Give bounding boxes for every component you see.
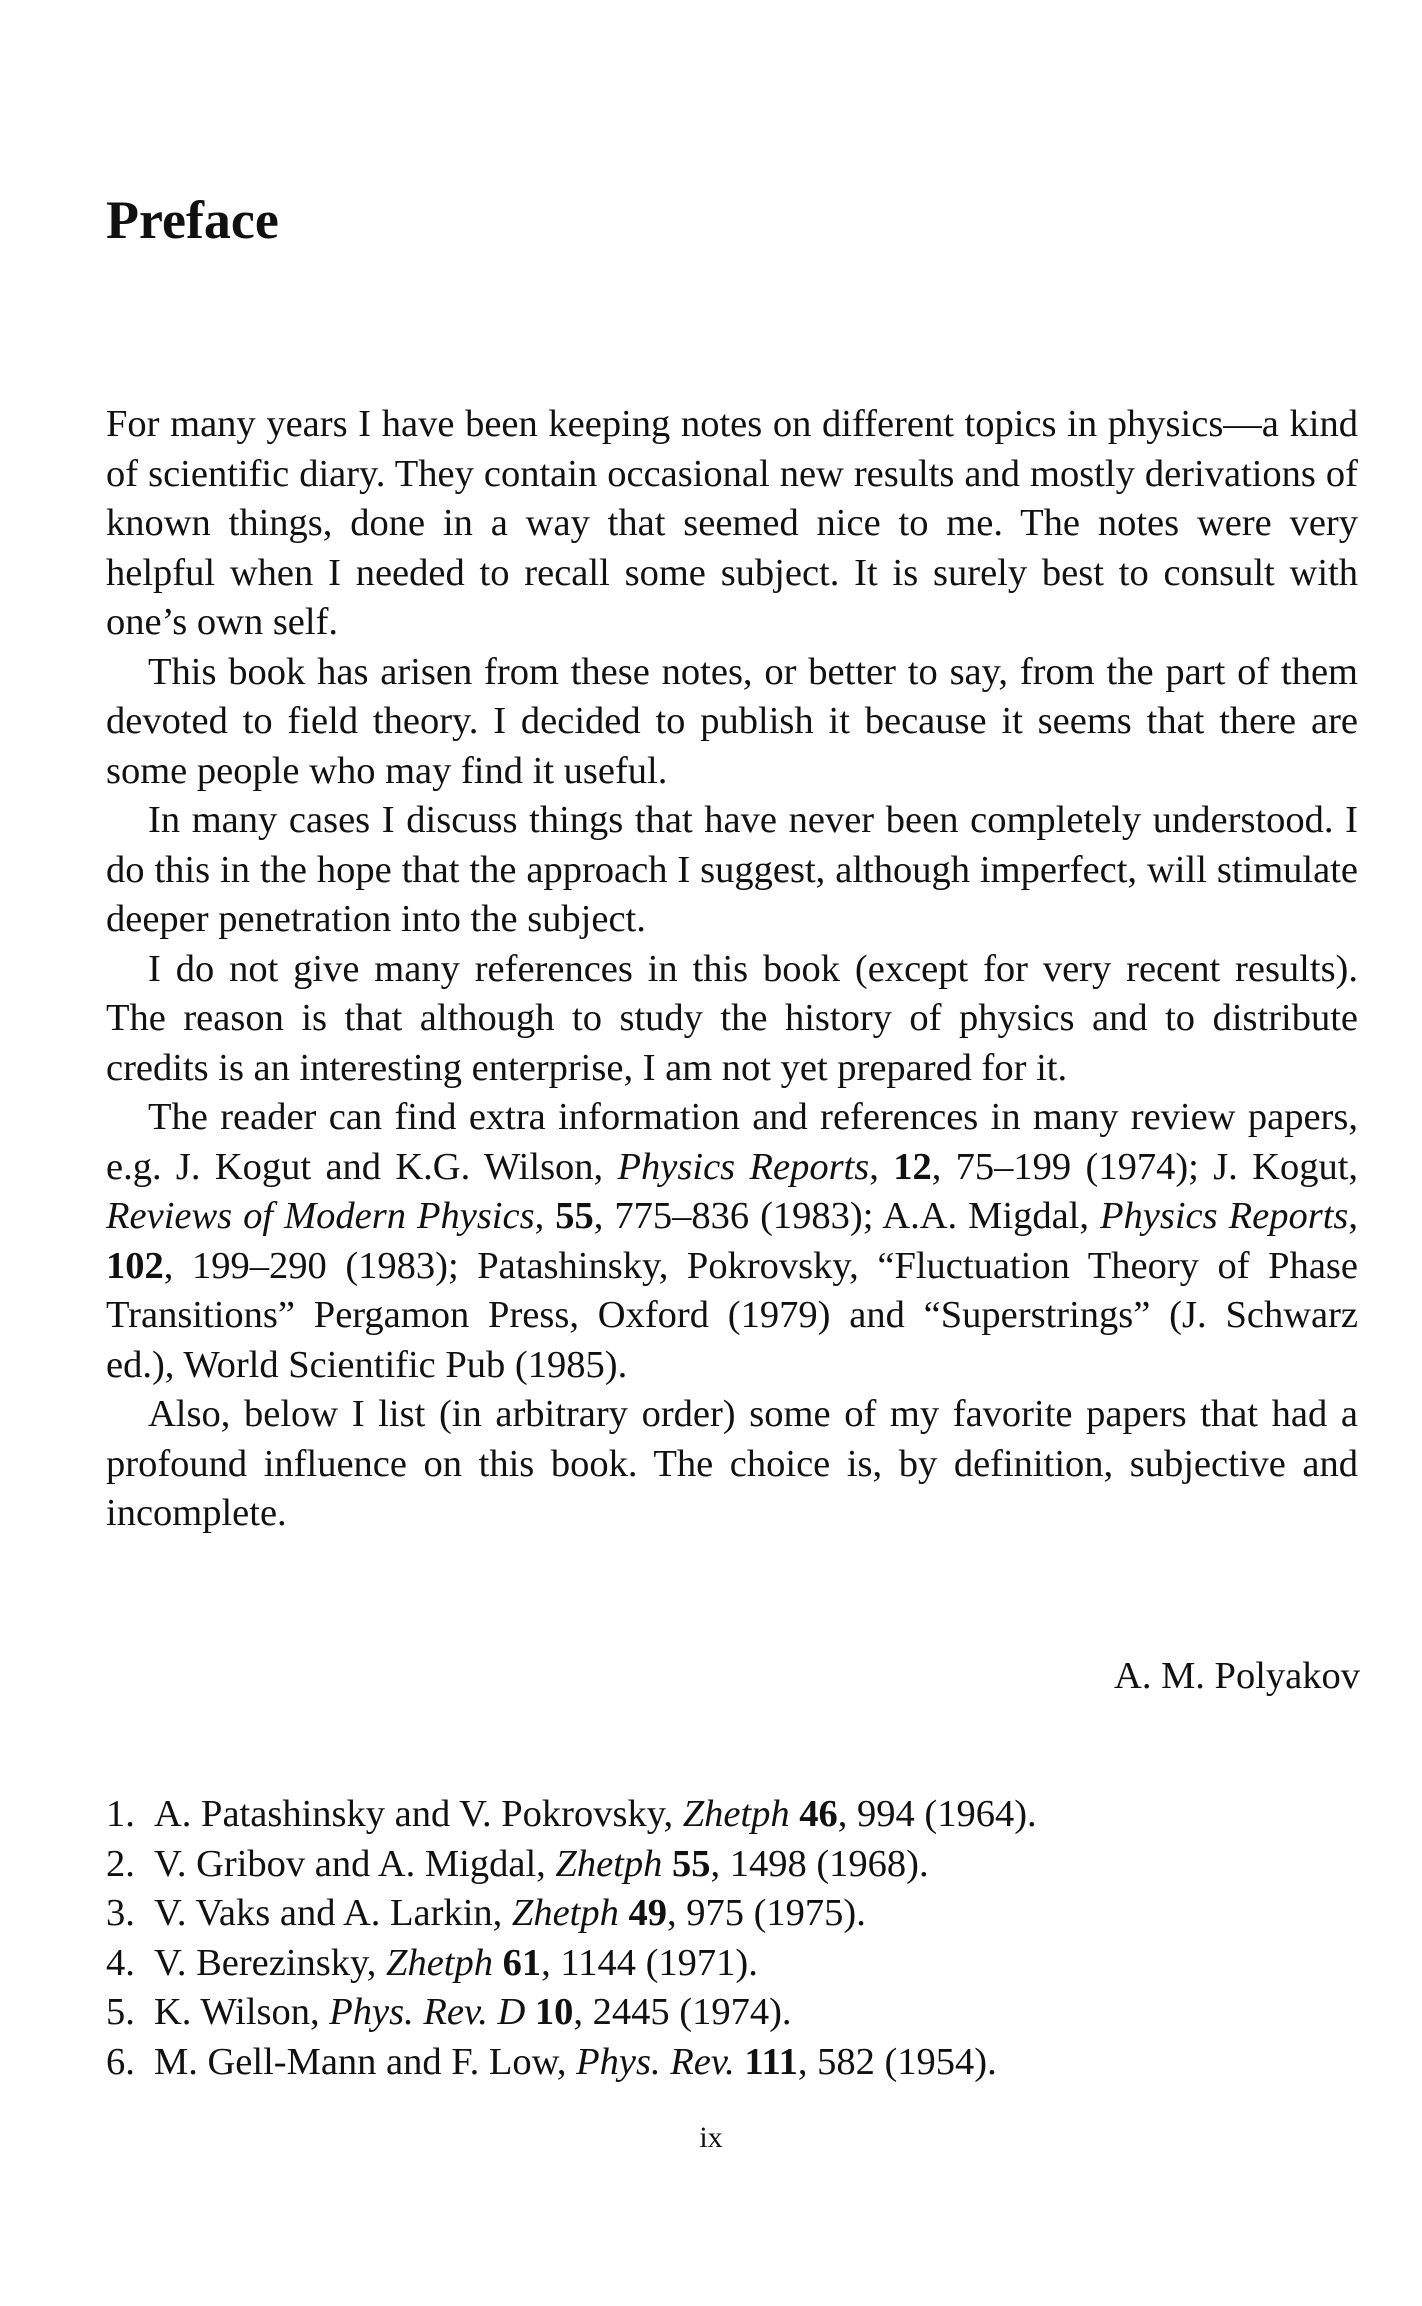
reference-item xyxy=(106,1840,1356,1890)
reference-details: , 994 (1964). xyxy=(837,1793,1037,1835)
review-intro: The reader can find extra information and references in many review papers, e.g. J. Kogut and K.G. Wilson, xyxy=(106,1096,1358,1188)
reference-authors: A. Patashinsky and V. Pokrovsky, xyxy=(154,1793,683,1835)
reference-volume: 46 xyxy=(799,1793,838,1835)
author-signature: A. M. Polyakov xyxy=(1114,1655,1360,1697)
reference-number: 3. xyxy=(106,1892,135,1934)
reference-journal: Zhetph xyxy=(511,1892,619,1934)
reference-details: , 2445 (1974). xyxy=(573,1991,792,2033)
review-text-2: , 775–836 (1983); A.A. Migdal, xyxy=(593,1195,1100,1237)
review-volume-3: 102 xyxy=(106,1244,164,1287)
reference-number: 2. xyxy=(106,1842,135,1885)
review-journal-3: Physics Reports xyxy=(1100,1195,1349,1237)
reference-number: 6. xyxy=(106,2040,135,2083)
reference-number: 1. xyxy=(106,1793,135,1835)
review-text-1: , 75–199 (1974); J. Kogut, xyxy=(931,1145,1359,1188)
reference-authors: M. Gell-Mann and F. Low, xyxy=(154,2040,577,2083)
reference-journal: Zhetph xyxy=(682,1793,790,1835)
reference-item xyxy=(106,1790,1356,1840)
review-volume-2: 55 xyxy=(555,1195,594,1237)
reference-details: , 582 (1954). xyxy=(797,2040,997,2083)
reference-volume: 111 xyxy=(744,2040,798,2083)
reference-list xyxy=(106,1790,1356,2087)
reference-authors: V. Berezinsky, xyxy=(154,1941,387,1984)
reference-details: , 975 (1975). xyxy=(666,1892,866,1934)
preface-body xyxy=(106,400,1358,1539)
reference-item xyxy=(106,1988,1356,2038)
reference-authors: V. Gribov and A. Migdal, xyxy=(154,1842,556,1885)
reference-journal: Zhetph xyxy=(386,1941,493,1984)
reference-number: 5. xyxy=(106,1991,135,2033)
review-text-3: , 199–290 (1983); Patashinsky, Pokrovsky, “Fluctuation Theory of Phase Transitions” Pergamon Press, Oxford (1979) and “Superstrings” (J. Schwarz ed.), World Scientific Pub (1985). xyxy=(106,1244,1358,1386)
reference-item xyxy=(106,1939,1356,1989)
page-number: ix xyxy=(699,2121,723,2154)
reference-journal: Phys. Rev. D xyxy=(329,1991,526,2033)
reference-journal: Zhetph xyxy=(555,1842,663,1885)
paragraph-6: Also, below I list (in arbitrary order) some of my favorite papers that had a profound influence on this book. The choice is, by definition, subjective and incomplete. xyxy=(106,1393,1358,1534)
reference-details: , 1498 (1968). xyxy=(710,1842,929,1885)
paragraph-2: This book has arisen from these notes, or better to say, from the part of them devoted to field theory. I decided to publish it because it seems that there are some people who may find it useful. xyxy=(106,650,1358,792)
reference-details: , 1144 (1971). xyxy=(541,1941,758,1984)
reference-journal: Phys. Rev. xyxy=(576,2040,735,2083)
reference-volume: 49 xyxy=(628,1892,667,1934)
reference-item xyxy=(106,1889,1356,1939)
reference-volume: 61 xyxy=(502,1941,542,1984)
page-title: Preface xyxy=(106,190,279,250)
review-journal-1: Physics Reports xyxy=(617,1145,870,1188)
reference-authors: V. Vaks and A. Larkin, xyxy=(154,1892,512,1934)
paragraph-1: For many years I have been keeping notes on different topics in physics—a kind of scientific diary. They contain occasional new results and mostly derivations of known things, done in a way that seemed nice to me. The notes were very helpful when I needed to recall some subject. It is surely best to consult with one’s own self. xyxy=(106,403,1358,643)
paragraph-3: In many cases I discuss things that have never been completely understood. I do this in the hope that the approach I suggest, although imperfect, will stimulate deeper penetration into the subject. xyxy=(106,799,1358,940)
paragraph-4: I do not give many references in this book (except for very recent results). The reason is that although to study the history of physics and to distribute credits is an interesting enterprise, I am not yet prepared for it. xyxy=(106,947,1358,1089)
review-journal-2: Reviews of Modern Physics xyxy=(106,1195,535,1237)
review-volume-1: 12 xyxy=(893,1145,932,1188)
reference-volume: 55 xyxy=(671,1842,711,1885)
reference-volume: 10 xyxy=(534,1991,574,2033)
reference-authors: K. Wilson, xyxy=(154,1991,330,2033)
paragraph-5-review-papers: The reader can find extra information and references in many review papers, e.g. J. Kogut and K.G. Wilson, Physics Reports, 12, 75–199 (1974); J. Kogut, Reviews of Modern Physics, 55, 775–836 (1983); A.A. Migdal, Physics Reports, 102, 199–290 (1983); Patashinsky, Pokrovsky, “Fluctuation Theory of Phase Transitions” Pergamon Press, Oxford (1979) and “Superstrings” (J. Schwarz ed.), World Scientific Pub (1985). xyxy=(106,1096,1359,1386)
reference-number: 4. xyxy=(106,1941,135,1984)
reference-item xyxy=(106,2038,1356,2088)
